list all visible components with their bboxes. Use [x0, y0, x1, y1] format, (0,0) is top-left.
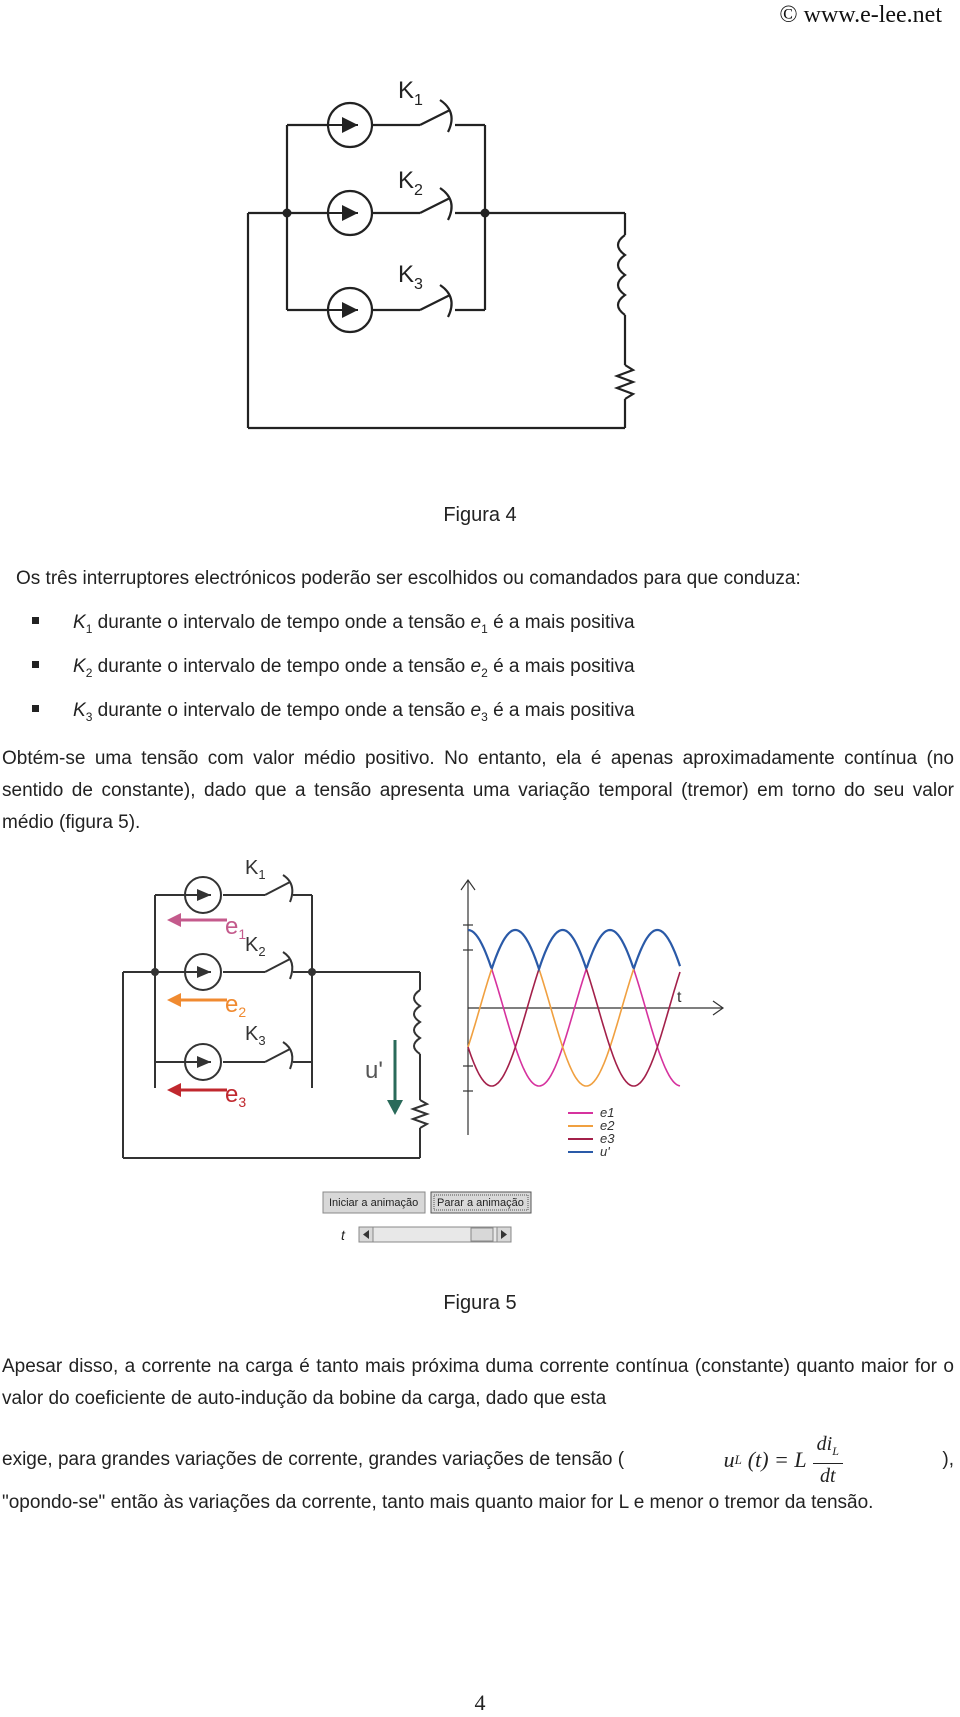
switch-label-k1: $K_1$: [398, 77, 423, 109]
site-header: © www.e-lee.net: [779, 2, 942, 28]
page-number: 4: [474, 1690, 486, 1715]
formula-line: exige, para grandes variações de corrente, grandes variações de tensão ( u L (t) = L $di_L$ dt ),: [2, 1433, 954, 1487]
figure-4-caption: Figura 4: [443, 504, 517, 526]
chart-axes: [461, 880, 723, 1135]
slider-thumb[interactable]: [471, 1228, 493, 1241]
bullet-marker: [32, 617, 39, 624]
legend-e1: e1: [600, 1105, 615, 1120]
source-label-e2: $e_2$: [225, 991, 247, 1020]
list-item: $K_2$ durante o intervalo de tempo onde a tensão $e_2$ é a mais positiva: [32, 656, 635, 680]
figure-5: [115, 850, 815, 1260]
switch-label-k2: $K_2$: [398, 167, 423, 199]
series-u-line: [468, 930, 680, 969]
intro-text: Os três interruptores electrónicos poderão ser escolhidos ou comandados para que conduza:: [16, 568, 801, 589]
start-animation-button[interactable]: [323, 1192, 425, 1213]
legend-e2: e2: [600, 1118, 615, 1133]
figure-5-caption: Figura 5: [443, 1292, 517, 1314]
time-slider[interactable]: [359, 1227, 511, 1242]
stop-animation-button[interactable]: [431, 1192, 531, 1213]
switch-label-k2: $K_2$: [245, 934, 266, 959]
figure-4-circuit: [240, 70, 700, 480]
list-item: $K_3$ durante o intervalo de tempo onde a tensão $e_3$ é a mais positiva: [32, 700, 635, 724]
svg-text:Iniciar a animação: Iniciar a animação: [329, 1197, 419, 1209]
paragraph-inductance-end: "opondo-se" então às variações da corrente, tanto mais quanto maior for L e menor o tremor da tensão.: [2, 1492, 874, 1513]
bullet-marker: [32, 661, 39, 668]
switch-label-k1: $K_1$: [245, 857, 266, 882]
source-label-e1: $e_1$: [225, 913, 247, 942]
legend-e3: e3: [600, 1131, 615, 1146]
list-item: $K_1$ durante o intervalo de tempo onde a tensão $e_1$ é a mais positiva: [32, 612, 635, 636]
paragraph-inductance: Apesar disso, a corrente na carga é tanto mais próxima duma corrente contínua (constante) quanto maior for o valor do coeficiente de auto-indução da bobine da carga, dado que esta: [2, 1356, 954, 1409]
svg-text:Parar a animação: Parar a animação: [437, 1197, 524, 1209]
inductor-voltage-formula: u L (t) = L $di_L$ dt: [724, 1432, 843, 1488]
switch-label-k3: $K_3$: [398, 261, 423, 293]
slider-label: t: [341, 1227, 345, 1243]
legend-u: u': [600, 1144, 610, 1159]
switch-label-k3: $K_3$: [245, 1023, 266, 1048]
load-voltage-label: u': [365, 1057, 383, 1084]
bullet-marker: [32, 705, 39, 712]
axis-label-t: t: [677, 989, 682, 1006]
source-label-e3: $e_3$: [225, 1081, 247, 1110]
paragraph-ripple: Obtém-se uma tensão com valor médio positivo. No entanto, ela é apenas aproximadamente contínua (no sentido de constante), dado que a tensão apresenta uma variação temporal (tremor) em torno do seu valor médio (figura 5).: [2, 748, 954, 833]
chart-legend: [568, 1105, 615, 1159]
